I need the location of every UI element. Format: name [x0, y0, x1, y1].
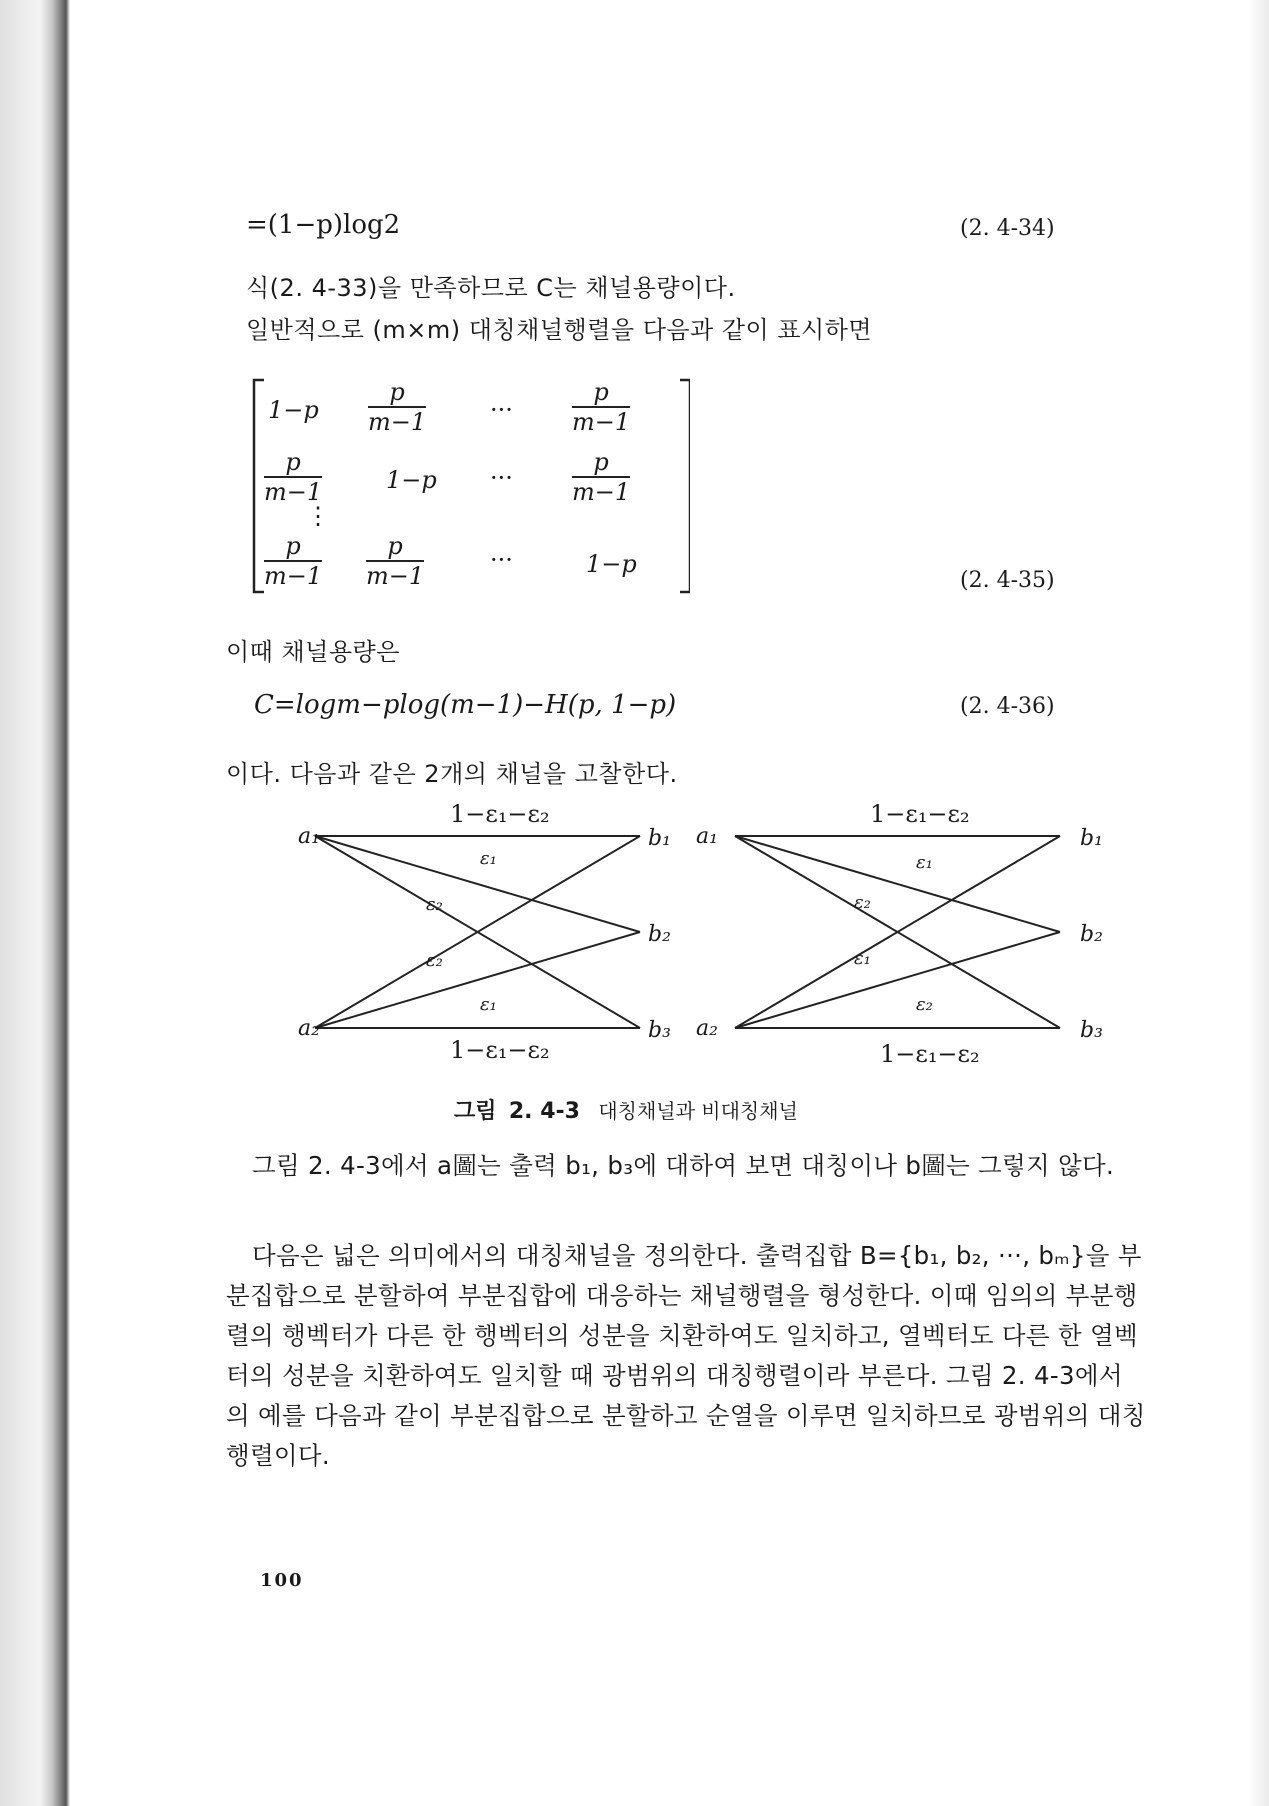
matrix-r2cm: $\frac{p}{m-1}$ — [572, 448, 631, 506]
left-channel-lines — [315, 836, 640, 1028]
page-edge — [1249, 0, 1269, 1806]
caption-text: 대칭채널과 비대칭채널 — [598, 1099, 798, 1123]
matrix-rmc2: $\frac{p}{m-1}$ — [366, 532, 425, 590]
right-a2-label: a₂ — [696, 1016, 718, 1041]
symmetric-channel-matrix — [250, 378, 690, 594]
left-top-label: 1−ε₁−ε₂ — [450, 800, 550, 828]
left-e1-upper: ε₁ — [480, 848, 497, 869]
right-e1-lower: ε₁ — [854, 948, 871, 969]
right-e2-upper: ε₂ — [854, 892, 871, 913]
matrix-r1-dots: ··· — [490, 396, 513, 424]
book-spine-shadow — [0, 0, 70, 1806]
book-page — [70, 0, 1249, 1806]
matrix-r1c2: $\frac{p}{m-1}$ — [368, 378, 427, 436]
right-a1-label: a₁ — [696, 824, 718, 849]
left-b2-label: b₂ — [648, 922, 671, 947]
equation-2-4-36: C=logm−plog(m−1)−H(p, 1−p) — [254, 690, 677, 720]
right-channel-lines — [735, 836, 1060, 1028]
left-b1-label: b₁ — [648, 826, 671, 851]
caption-label: 그림 — [454, 1099, 497, 1124]
text-line-4: 이다. 다음과 같은 2개의 채널을 고찰한다. — [226, 760, 678, 788]
matrix-vdots: ⋮ — [306, 502, 330, 530]
left-b3-label: b₃ — [648, 1018, 671, 1043]
equation-number-35: (2. 4-35) — [960, 568, 1055, 593]
matrix-rm-dots: ··· — [490, 546, 513, 574]
paragraph-2: 다음은 넓은 의미에서의 대칭채널을 정의한다. 출력집합 B={b₁, b₂, ···, bₘ}을 부분집합으로 분할하여 부분집합에 대응하는 채널행렬을 형성한다. 이때 임의의 부분행렬의 행벡터가 다른 한 행벡터의 성분을 치환하여도 일치하고, 열벡터도 다른 한 열벡터의 성분을 치환하여도 일치할 때 광범위의 대칭행렬이라 부른다. 그림 2. 4-3에서의 예를 다음과 같이 부분집합으로 분할하고 순열을 이루면 일치하므로 광범위의 대칭행렬이다. — [226, 1241, 1146, 1470]
right-b3-label: b₃ — [1080, 1018, 1103, 1043]
matrix-r2c2: 1−p — [386, 466, 437, 494]
right-e2-lower: ε₂ — [916, 994, 933, 1015]
paragraph-1: 그림 2. 4-3에서 a圖는 출력 b₁, b₃에 대하여 보면 대칭이나 b圖는 그렇지 않다. — [252, 1151, 1115, 1180]
matrix-r1c1: 1−p — [268, 396, 319, 424]
left-a1-label: a₁ — [298, 824, 320, 849]
page-number: 100 — [260, 1570, 304, 1591]
right-b2-label: b₂ — [1080, 922, 1103, 947]
left-e2-lower: ε₂ — [426, 950, 443, 971]
right-e1-upper: ε₁ — [916, 852, 933, 873]
left-bottom-label: 1−ε₁−ε₂ — [450, 1036, 550, 1064]
left-e1-lower: ε₁ — [480, 994, 497, 1015]
equation-2-4-34: =(1−p)log2 — [246, 210, 401, 240]
left-e2-upper: ε₂ — [426, 894, 443, 915]
text-line-3: 이때 채널용량은 — [226, 638, 400, 666]
equation-number-36: (2. 4-36) — [960, 694, 1055, 719]
right-bottom-label: 1−ε₁−ε₂ — [880, 1040, 980, 1068]
text-line-1: 식(2. 4-33)을 만족하므로 C는 채널용량이다. — [246, 274, 736, 302]
matrix-rmc1: $\frac{p}{m-1}$ — [264, 532, 323, 590]
equation-number-34: (2. 4-34) — [960, 216, 1055, 241]
text-line-2: 일반적으로 (m×m) 대칭채널행렬을 다음과 같이 표시하면 — [246, 316, 873, 344]
left-a2-label: a₂ — [298, 1016, 320, 1041]
matrix-r1cm: $\frac{p}{m-1}$ — [572, 378, 631, 436]
matrix-r2c1: $\frac{p}{m-1}$ — [264, 448, 323, 506]
right-top-label: 1−ε₁−ε₂ — [870, 800, 970, 828]
caption-number: 2. 4-3 — [508, 1099, 580, 1124]
matrix-rmcm: 1−p — [586, 550, 637, 578]
figure-caption — [454, 1094, 798, 1125]
matrix-r2-dots: ··· — [490, 464, 513, 492]
right-b1-label: b₁ — [1080, 826, 1103, 851]
